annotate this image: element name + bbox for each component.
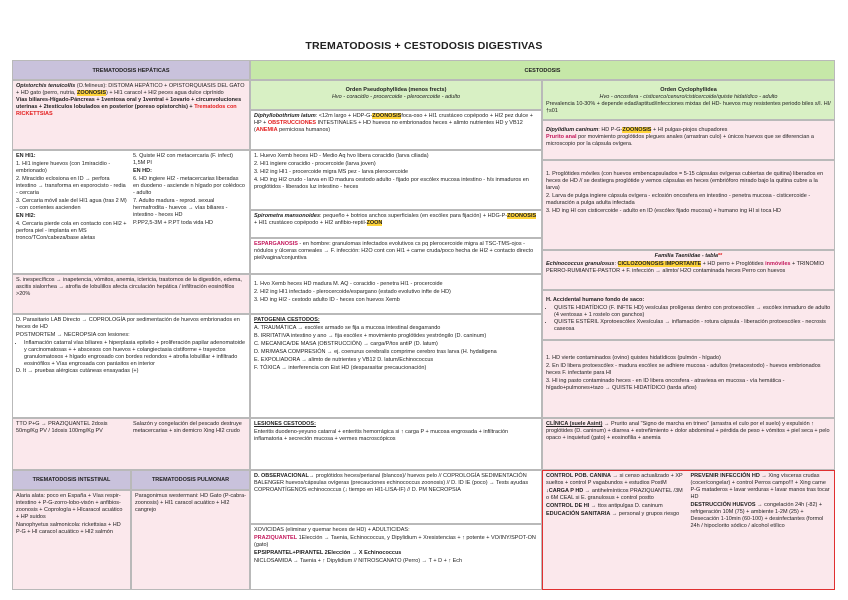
d1-end: INTESTINALES + HD huevos no embrionados heces + alimto nutrientes HD y VB12 (: [254, 120, 523, 133]
ciclo-step: 1. Huevo Xemb heces HD - Medio Aq hvo libera coracidio (larva ciliada): [254, 153, 429, 159]
e1-end2: por movimiento proglótidos plegues anales (arrastran culo) + únicos huevos que se diferencian a microscopio por la cápsula ovígera.: [546, 134, 814, 147]
lesiones-text: Enteritis duodeno-yeyuno catarral + enteritis hemorrágica si ↑ carga P + mucosa engrosada + infiltración inflamatoria + secreción mucosa + vermes macroscópicos: [254, 429, 509, 442]
control-title: CONTROL DE HI: [546, 503, 590, 509]
ciclo-step: P.PP2,5-3M + P.PT toda vida HD: [133, 220, 213, 226]
e1-text: : HD P-G-: [598, 127, 623, 133]
control-title: CONTROL POB. CANINA: [546, 473, 611, 479]
control-title: ↓CARGA P HD: [546, 488, 584, 494]
ciclo-step: 1. HD vierte contaminados (ovino) quistes hidatídicos (pulmón - hígado): [546, 355, 721, 361]
trematodosis-pulmonar-header: TREMATODOSIS PULMONAR: [131, 470, 250, 490]
alaria-text: Alaria alata: poco en España + Vías respir-intestino + P-G-zorro-lobo-visón + anfibios-zoonosis + Coprología + HIcaracol acuático + HP suidos: [16, 493, 123, 520]
accidental-block: [542, 290, 835, 340]
patogenia-item: E. EXPOLIADORA → alimto de nutrientes y VB12 D. latum/Echinococcus: [254, 357, 434, 363]
lesiones-block: [250, 418, 542, 470]
echinococcus-intro: Familia Taeniidae - tabla** Echinococcus granulosus: CICLOZOONOSIS IMPORTANTE + HD perro + Proglótides inmóviles + TRINOMIO PERRO-RUMIANTE-PASTOR + F. infección → alimto/ H2O contaminada heces Perro con huevos: [542, 250, 835, 290]
ciclo-step: 1. Proglótides móviles (con huevos embencapsulados = 5-15 cápsulas ovígeras cubiertas de quitina) liberados en heces de HD // se destiegra proglótide y vemos cápsulas en heces (embrióforo mirado bajo la quitina cubre a la larva): [546, 171, 824, 191]
paragonimus-text: Paragonimus westermani: HD Gato (P-cabra-zoonosis) + HI1 caracol acuático + HI2 cangrejo: [131, 490, 250, 590]
echinococcus-ciclo: [542, 340, 835, 418]
spirometra-block: [250, 210, 542, 238]
control-text: → si censo actualizado + XP sueltos + control P vagabundos + estudios PostM: [546, 473, 683, 486]
diphyllo-ciclo: [250, 150, 542, 210]
ciclo-step: 5. Quiste HI2 con metacercaria (F. infect) 1,5M PI: [133, 153, 233, 166]
tto-line: 1Elección → Taenia, Echinococcus, y Dipylidium + Xresistencias + ↑ potente + VO/INY/SPOT-ON (gato): [254, 535, 536, 548]
dipylidium-intro: [542, 120, 835, 160]
zoonosis-highlight: ZOONOSIS: [622, 127, 652, 133]
lesiones-title: LESIONES CESTODOS:: [254, 421, 316, 427]
esparganosis-block: [250, 238, 542, 274]
postmortem-text: POSTMORTEM → NECROPSIA con lesiones:: [16, 332, 130, 338]
e1-end: + HI pulgas-piojos chupadores: [651, 127, 728, 133]
clinica-text: → Prurito anal "Signo de marcha en trineo" (arrastra el culo por el suelo) y expulsión ↑ proglótides (D. caninum) + diarrea + estreñimiento + dolor abdominal + pérdida de peso + vómitos + piel seca + pelo opaco + inquietud (gato) + eosinofilia + anemia: [546, 421, 830, 441]
esparganosis-label: ESPARGANOSIS: [254, 241, 298, 247]
species-name: Dipylidium caninum: [546, 127, 599, 133]
control-text: → ttos antipulgas D. caninum: [589, 503, 663, 509]
ciclo-step: 3. HI2 ing HI1 - procercoide migra MS pez - larva plerocercoide: [254, 169, 409, 175]
intestinal-block: [12, 490, 131, 590]
ciclo-biologico: [12, 150, 250, 274]
content-grid: [12, 60, 835, 590]
inmoviles-label: inmóviles: [765, 261, 791, 267]
page-title: TREMATODOSIS + CESTODOSIS DIGESTIVAS: [305, 40, 543, 52]
ciclo-step: 2. En ID libera protoescólex - madura escólex se adhiere mucosa - adultos (metacestodo) - huevos embrionados heces F. infectante para HI: [546, 363, 821, 376]
ciclo-step: 2. Larva de pulga ingiere cápsula ovígera - eclosión oncosfera en intestino - penetra mucosa - cisticercoide - maduración a pulga adulta infectada: [546, 193, 811, 206]
clinica-block: [542, 418, 835, 470]
rickettsias-text: Trematodos con RICKETTSIAS: [16, 104, 237, 117]
esparganosis-text: - en hombre: granulomas infectados evolutivos cs pq plerocercoide migra al TSC-TMS-ojos - nódulos y úlceras corneales → F. infección: H2O cont con HI1 + carne cruda/poco hecha de HI2 + contacto directo piel/vagina/conjuntiva: [254, 241, 534, 261]
spirometra-ciclo: [250, 274, 542, 314]
control-text: → congelación 24h (-82) + refrigeración 10M (75) + ambiente 1-2M (25) + Desecación 1-10min (60-100) + desinfectantes (formol 24h / hipoclorito sódico / alcohol etílico: [690, 502, 824, 529]
ciclo-step: 7. Adulto madura - reprod. sexual hermafrodita - huevos → vías biliares - intestino - heces HD: [133, 198, 228, 218]
familia-label: Familia Taeniidae - tabla: [654, 253, 719, 259]
en-hd-title: EN HD:: [133, 168, 152, 174]
orden1-name: Orden Pseudophyllidea (menos frects): [345, 87, 447, 93]
accidental-title: H. Accidental humano fondo de saco:: [546, 297, 645, 303]
patogenia-item: F. TÓXICA → interferencia con Eist HD (desparasitar precaucionación): [254, 365, 427, 371]
ciclo-step: 2. HI1 ingiere coracidio - procercoide (larva joven): [254, 161, 376, 167]
dx2-text: D. It → pruebas alérgicas cutáneas ensayadas (+): [16, 368, 139, 374]
zoonosis-highlight: ZOONOSIS: [372, 113, 402, 119]
nanophyetus-text: Nanophyetus salmonicola: rickettsias + HD P-G + HI caracol acuático + HI2 salmón: [16, 522, 121, 535]
dipylidium-ciclo: [542, 160, 835, 250]
orden1-sub: Hvo - coracidio - procercoide - plerocercoide - adulto: [331, 94, 461, 100]
patogenia-title: PATOGENIA CESTODOS:: [254, 317, 320, 323]
patogenia-block: [250, 314, 542, 418]
anemia-text: ANEMIA: [255, 127, 278, 133]
tto-line: XOVICIDAS (eliminar y quemar heces de HD) + ADULTICIDAS:: [254, 527, 410, 533]
diagnostico-block: [12, 314, 250, 418]
quiste-item: • QUISTE ESTÉRIL Xprotoescólex Xvesículas → inflamación - rotura cápsula - liberación protoescólex - necrosis caseosa: [554, 319, 831, 333]
prurito-label: Prurito anal: [546, 134, 577, 140]
ciclozoonosis-highlight: CICLOZOONOSIS IMPORTANTE: [617, 261, 702, 267]
sintomas-text: S. inespecíficos → inapetencia, vómitos, anemia, ictericia, trastornos de la digestión, edema, ascitis sialorrhea → atrofia de lobulillos afecta circulación hepática / infiltración eosinófilos >20%: [12, 274, 250, 314]
control-title: PREVENIR INFECCIÓN HD: [690, 473, 760, 479]
cestodosis-header: CESTODOSIS: [250, 60, 835, 80]
species-name: Spirometra mansonoides: [254, 213, 321, 219]
praziquantel-label: PRAZIQUANTEL: [254, 535, 298, 541]
patogenia-item: B. IRRITATIVA intestino y ano → fija escólex + movimiento proglótides yestróngilo (D. caninum): [254, 333, 487, 339]
control-text: → personal y grupos riesgo: [610, 511, 680, 517]
ciclo-step: 4. HD ing HI2 crudo - larva en ID madura cestodo adulto - fijado por escólex mucosa intestino - h/s inmaduros en proglótidos - liberados luz intestino - heces: [254, 177, 529, 190]
ciclo-step: 1. HI1 ingiere huevos (con 1miracidio - embrionado): [16, 161, 111, 174]
vias-text: Vías biliares-Hígado-Páncreas + 1ventosa oral y 1ventral + 1ovario + circunvoluciones uterinas + 2testículos lobulados en posterior (poreso opistorchis) +: [16, 97, 242, 110]
species-name: Diphyllobothrium latum: [254, 113, 316, 119]
diphyllobothrium-intro: [250, 110, 542, 150]
dx-obs-text: → proglótidos heces/perianal (blancos)/ huevos pelo // COPROLOGÍA SEDIMENTACIÓN BALENGER huevos/cápsulas ovígeras (precauciones echinococcus zoonosis) // D. ID IE (poco) → Tests ayudas COPROANTÍGENOS echinococcus (↓ tiempo en HI1-LISA-IF) // D. PM NECROPSIA: [254, 473, 529, 493]
species-name: Opistorchis tenuicollis: [16, 83, 76, 89]
en-hi2-title: EN HI2:: [16, 213, 36, 219]
tratamiento-block: [12, 418, 250, 470]
patogenia-item: C. MECANICA/DE MASA (OBSTRUCCIÓN) → carga/P/tos antiP (D. latum): [254, 341, 438, 347]
orden2-note: Prevalencia 10-30% + depende edad/aptitud/infecciones mixtas del HD- huevos muy resistentes periodo biles s/I. HI/†s01: [546, 101, 831, 114]
diagnostico-cestodos: [250, 470, 542, 524]
tto-line: NICLOSAMIDA → Taenia + ↑ Dipylidium // NITROSCANATO (Perro) → T + D + ↑ Ech: [254, 558, 463, 564]
control-text: → Xing vísceras crudas (cocer/congelar) + control Perros campo!!! + Xing carne P-G mataderos + lavar verduras + lavar manos tras tocar HD: [690, 473, 830, 500]
species-name: Echinococcus granulosus: [546, 261, 615, 267]
d3-end: + HI1 crustáceo copépodo + HI2 anfibio-reptil-: [254, 220, 367, 226]
d1-end2: perniciosa humanos): [277, 127, 331, 133]
quiste-item: • QUISTE HIDATÍDICO (F. INFTE HD) vesículas prolígeras dentro con protoescólex → escólex inmaduro de adulto (4 ventosas + 1 rostelo con ganchos): [554, 305, 831, 319]
orden-cyclophyllidea: [542, 80, 835, 120]
obstrucciones-text: OBSTRUCCIONES: [267, 120, 317, 126]
control-title: DESTRUCCIÓN HUEVOS: [690, 502, 756, 508]
tto-text: TTO P+G → PRAZIQUANTEL 2dosis 50mg/Kg PV / 1dosis 100mg/Kg PV: [16, 421, 108, 434]
e3-text: + HD perro + Proglótides: [701, 261, 766, 267]
dx-text: D. Parasitario LAB Directo → COPROLOGÍA por sedimentación de huevos embrionados en heces de HD: [16, 317, 240, 330]
trematodosis-hepaticas-header: TREMATODOSIS HEPÁTICAS: [12, 60, 250, 80]
lesion-item: • Inflamación catarral vías biliares + hiperplasia epitelio + proliferación papilar adenomatoide y carcinomatosas + + abscesos con huevos + colangiectasia cistiforme + trayectos granulomatosos + hígado engrosado con bordes redondos + atrofia lobulillar + infiltrado eosinófilos + Vías engrosada con parásitos en interior: [24, 340, 246, 368]
ciclo-step: 2. HI2 ing HI1 infectado - plerocercoide/espargano (estado evolutivo infte de HD): [254, 289, 451, 295]
patogenia-item: D. MR/MASA COMPRESIÓN → ej. coenurus cerebralis comprime cerebro tras larva (H. hydatigena: [254, 349, 497, 355]
orden2-name: Orden Cyclophyllidea: [660, 87, 717, 93]
intro-end: ) + HI1 caracol + HI2 peces agua dulce ciprínido: [106, 90, 224, 96]
tto-line: EPSIPRANTEL+PIRANTEL 2Elección → X Echinococcus: [254, 550, 402, 556]
ciclo-step: 6. HD ingiere HI2 - metacercarias liberadas en duodeno - asciende n hígado por colédoco - adulto: [133, 176, 245, 196]
d3-text: : pequeño + botrios anchos superficiales (en escólex para fijación) + HDG-P-: [320, 213, 508, 219]
control-text: Salazón y congelación del pescado destruye metacercarias + sin demicro Xing HI2 crudo: [133, 421, 242, 434]
intro-text: (O.felineus): DISTOMA HEPÁTICO + OPISTORQUIASIS DEL GATO + HD gato (perro, nutria,: [16, 83, 245, 96]
trematodosis-intestinal-header: TREMATODOSIS INTESTINAL: [12, 470, 131, 490]
tratamiento-cestodos: [250, 524, 542, 590]
patogenia-item: A. TRAUMÁTICA → escólex armado se fija a mucosa intestinal desgarrando: [254, 325, 441, 331]
ciclo-step: 3. HI ing pasto contaminado heces - en ID libera oncosfera - atraviesa en mucosa - vía hemática - hígado+pulmones+tazo → QUISTE HIDATÍDICO (tarda años): [546, 378, 785, 391]
control-title: EDUCACIÓN SANITARIA: [546, 511, 611, 517]
zoonosis-highlight: ZOONOSIS: [77, 90, 107, 96]
clinica-title: CLÍNICA (suele Asint): [546, 421, 603, 427]
en-hi1-title: EN HI1:: [16, 153, 36, 159]
zoon-highlight: ZOON: [366, 220, 383, 226]
d1-text: : <12m largo + HDP-G-: [315, 113, 373, 119]
e3-text2: + TRINOMIO PERRO-RUMIANTE-PASTOR + F. infección → alimto/ H2O contaminada heces Perro con huevos: [546, 261, 825, 274]
ciclo-step: 1. Hvo Xemb heces HD madura M. AQ - coracidio - penetra HI1 - procercoide: [254, 281, 443, 287]
ciclo-step: 3. HD ing HI con cisticercoide - adulto en ID (escólex fijado mucosa) + humano ing HI si toca HD: [546, 208, 781, 214]
orden-pseudophyllidea: [250, 80, 542, 110]
orden2-sub: Hvo - oncosfera - cisticerco/cenuro/cisticercoide/quiste hidatídico - adulto: [599, 94, 778, 100]
ciclo-step: 3. HD ing HI2 - cestodo adulto ID - heces con huevos Xemb: [254, 297, 400, 303]
dx-obs-title: D. OBSERVACIONAL: [254, 473, 309, 479]
zoonosis-highlight: ZOONOSIS: [507, 213, 537, 219]
opistorchis-intro: [12, 80, 250, 150]
control-block: [542, 470, 835, 590]
ciclo-step: 2. Miracidio eclosiona en ID → perfora intestino → transforma en esporocisto - redia - cercaria: [16, 176, 126, 196]
control-text: → antihelmínticos PRAZIQUANTEL /3M o 6M CEAL si E. granulosus + control postto: [546, 488, 683, 501]
ciclo-step: 4. Cercaria pierde cola en contacto con HI2 + perfora piel - implanta en MS tronco/TCon/cabeza/base aletas: [16, 221, 127, 241]
d1-mid: foca-oso + HI1 crustáceo copépodo + HI2 pez dulce + HP +: [254, 113, 533, 126]
ciclo-step: 3. Cercaria móvil sale del HI1 agua (tras 2 M) - con corrientes ascienden: [16, 198, 127, 211]
